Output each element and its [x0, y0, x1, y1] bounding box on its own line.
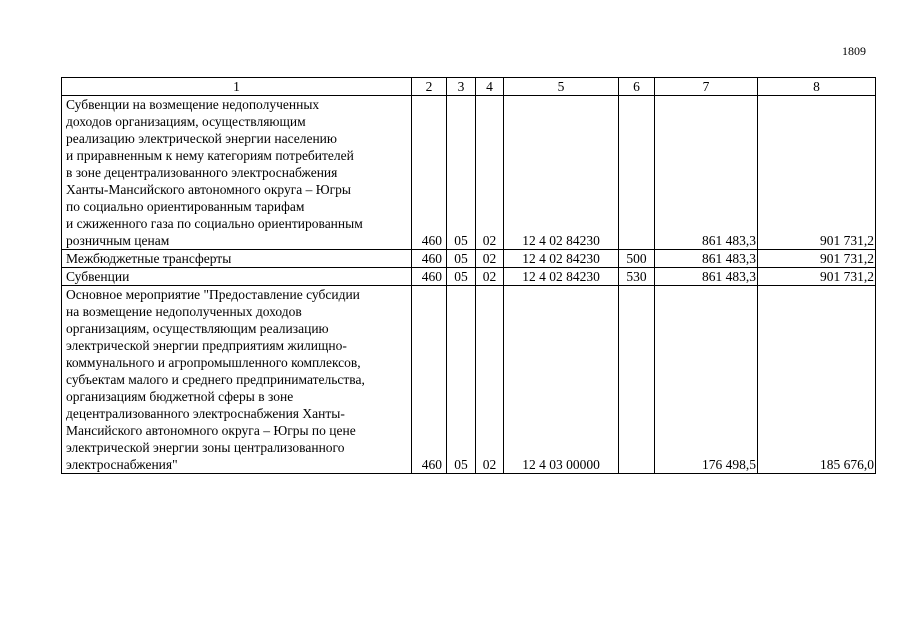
table-row: [62, 250, 876, 268]
cell-col7: 861 483,3: [655, 96, 758, 250]
cell-col2: 460: [412, 286, 447, 474]
cell-col2: 460: [412, 96, 447, 250]
column-header: 1: [62, 78, 412, 96]
column-header: 5: [504, 78, 619, 96]
column-header: 8: [758, 78, 876, 96]
cell-col4: 02: [476, 96, 504, 250]
row-name: Субвенции: [62, 268, 412, 286]
cell-col3: 05: [447, 268, 476, 286]
cell-col8: 901 731,2: [758, 250, 876, 268]
table-row: [62, 96, 876, 250]
cell-col2: 460: [412, 250, 447, 268]
column-header: 2: [412, 78, 447, 96]
header-row: [62, 78, 876, 96]
cell-col5: 12 4 02 84230: [504, 268, 619, 286]
table-row: [62, 268, 876, 286]
cell-col5: 12 4 02 84230: [504, 250, 619, 268]
cell-col7: 861 483,3: [655, 250, 758, 268]
table-row: [62, 286, 876, 474]
cell-col6: [619, 96, 655, 250]
cell-col4: 02: [476, 268, 504, 286]
column-header: 7: [655, 78, 758, 96]
cell-col8: 901 731,2: [758, 96, 876, 250]
cell-col6: [619, 286, 655, 474]
cell-col8: 901 731,2: [758, 268, 876, 286]
cell-col5: 12 4 02 84230: [504, 96, 619, 250]
column-header: 6: [619, 78, 655, 96]
cell-col3: 05: [447, 96, 476, 250]
column-header: 4: [476, 78, 504, 96]
cell-col6: 530: [619, 268, 655, 286]
cell-col7: 176 498,5: [655, 286, 758, 474]
cell-col6: 500: [619, 250, 655, 268]
page-number: 1809: [842, 44, 866, 58]
row-name: Субвенции на возмещение недополученных доходов организациям, осуществляющим реализацию электрической энергии населению и приравненным к нему категориям потребителей в зоне децентрализованного электроснабжения Ханты-Мансийского автономного округа – Югры по социально ориентированным тарифам и сжиженного газа по социально ориентированным розничным ценам: [62, 96, 412, 250]
budget-table: [61, 77, 876, 474]
cell-col2: 460: [412, 268, 447, 286]
column-header: 3: [447, 78, 476, 96]
cell-col3: 05: [447, 250, 476, 268]
cell-col5: 12 4 03 00000: [504, 286, 619, 474]
cell-col4: 02: [476, 286, 504, 474]
row-name: Межбюджетные трансферты: [62, 250, 412, 268]
cell-col8: 185 676,0: [758, 286, 876, 474]
cell-col4: 02: [476, 250, 504, 268]
row-name: Основное мероприятие "Предоставление субсидии на возмещение недополученных доходов организациям, осуществляющим реализацию электрической энергии предприятиям жилищно- коммунального и агропромышленного комплексов, субъектам малого и среднего предпринимательства, организациям бюджетной сферы в зоне децентрализованного электроснабжения Ханты- Мансийского автономного округа – Югры по цене электрической энергии зоны централизованного электроснабжения": [62, 286, 412, 474]
cell-col7: 861 483,3: [655, 268, 758, 286]
cell-col3: 05: [447, 286, 476, 474]
